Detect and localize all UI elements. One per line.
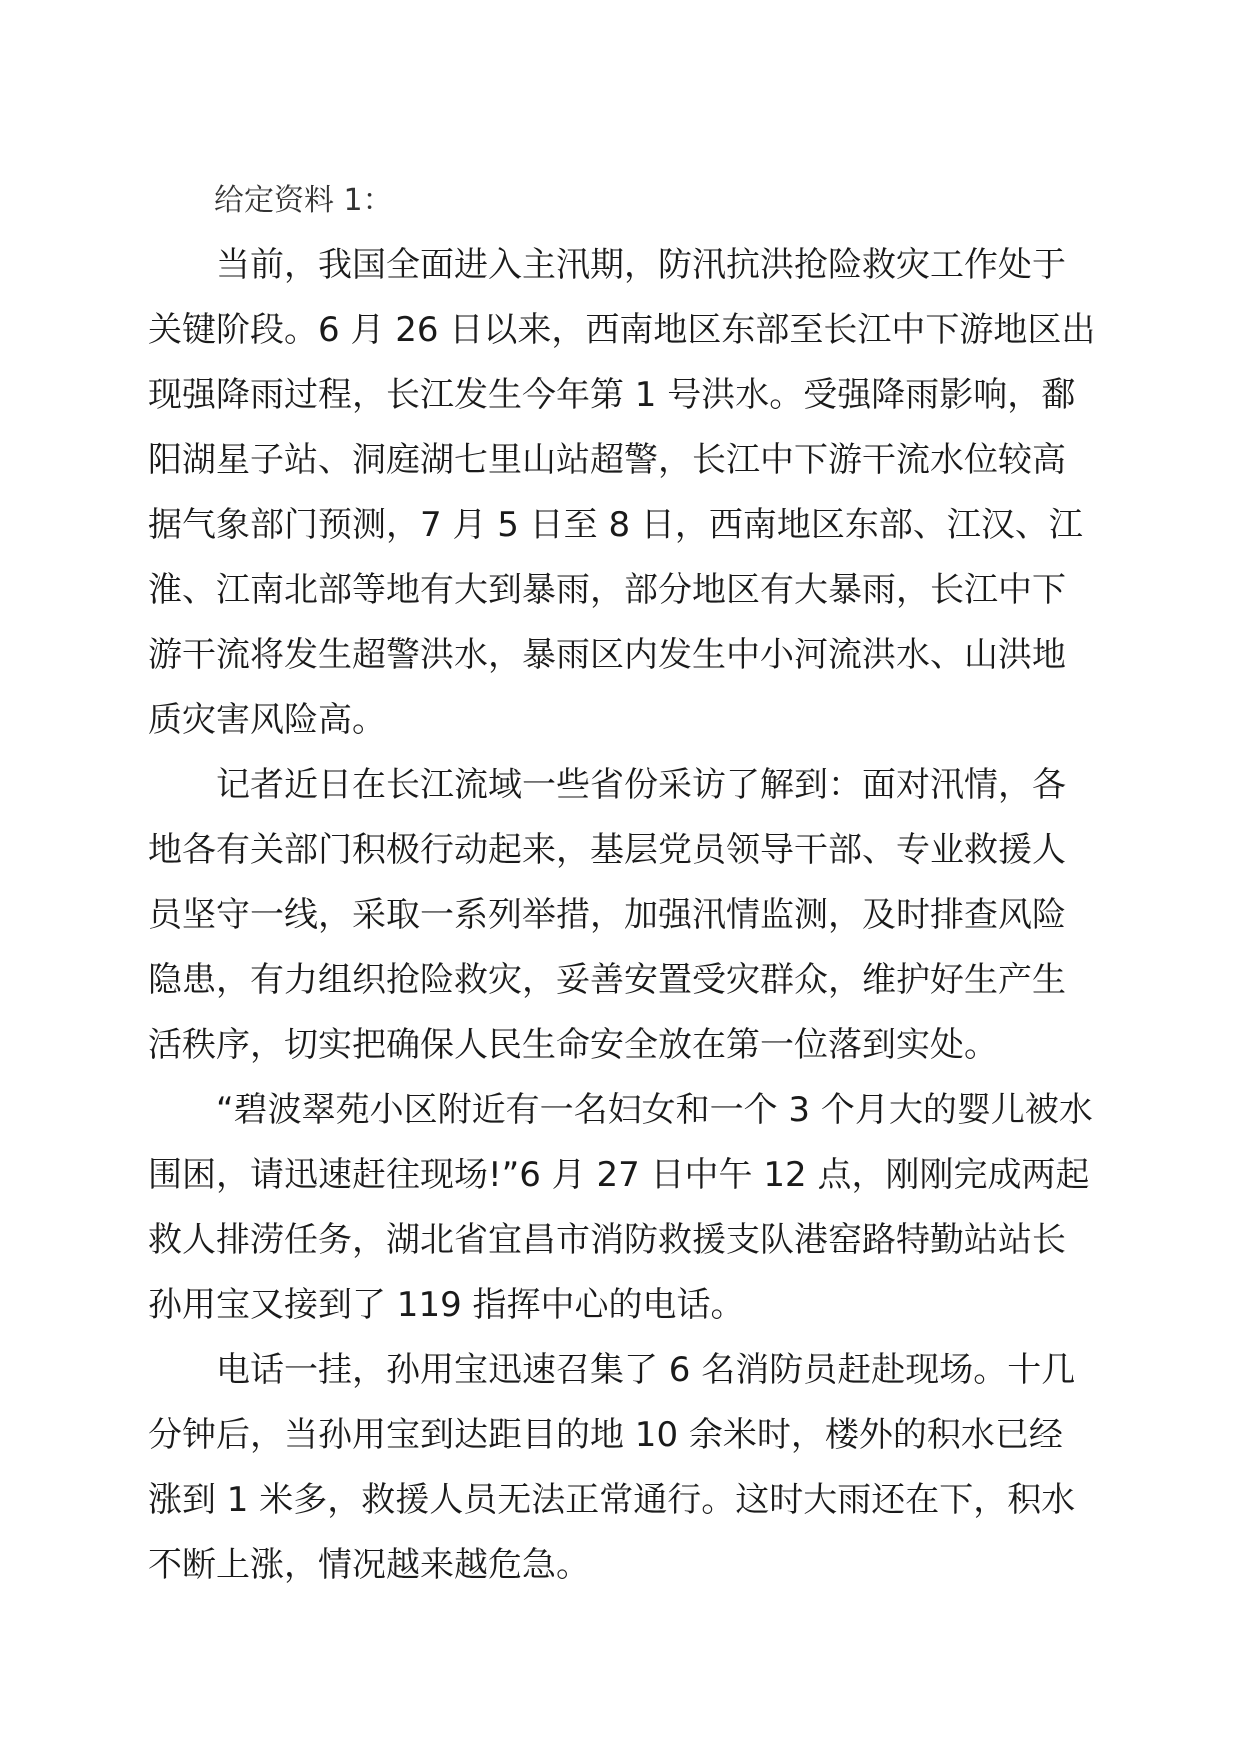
paragraph-line: 地各有关部门积极行动起来，基层党员领导干部、专业救援人 bbox=[148, 830, 1066, 870]
document-body bbox=[148, 233, 1096, 1598]
material-heading: 给定资料 1： bbox=[214, 183, 393, 218]
paragraph-line: 关键阶段。6 月 26 日以来，西南地区东部至长江中下游地区出 bbox=[148, 310, 1096, 350]
paragraph-line: “碧波翠苑小区附近有一名妇女和一个 3 个月大的婴儿被水 bbox=[216, 1090, 1093, 1130]
paragraph-line: 围困，请迅速赶往现场!”6 月 27 日中午 12 点，刚刚完成两起 bbox=[148, 1155, 1090, 1195]
paragraph-line: 不断上涨，情况越来越危急。 bbox=[148, 1545, 590, 1585]
paragraph-line: 活秩序，切实把确保人民生命安全放在第一位落到实处。 bbox=[148, 1025, 998, 1065]
paragraph-line: 涨到 1 米多，救援人员无法正常通行。这时大雨还在下，积水 bbox=[148, 1480, 1076, 1520]
body-paragraph bbox=[148, 1338, 1092, 1598]
paragraph-line: 分钟后，当孙用宝到达距目的地 10 余米时，楼外的积水已经 bbox=[148, 1415, 1063, 1455]
paragraph-line: 阳湖星子站、洞庭湖七里山站超警，长江中下游干流水位较高 bbox=[148, 440, 1066, 480]
paragraph-line: 当前，我国全面进入主汛期，防汛抗洪抢险救灾工作处于 bbox=[216, 245, 1066, 285]
paragraph-line: 质灾害风险高。 bbox=[148, 700, 386, 740]
paragraph-line: 记者近日在长江流域一些省份采访了解到：面对汛情，各 bbox=[216, 765, 1066, 805]
paragraph-line: 淮、江南北部等地有大到暴雨，部分地区有大暴雨，长江中下 bbox=[148, 570, 1066, 610]
paragraph-line: 孙用宝又接到了 119 指挥中心的电话。 bbox=[148, 1285, 745, 1325]
paragraph-line: 现强降雨过程，长江发生今年第 1 号洪水。受强降雨影响，鄱 bbox=[148, 375, 1076, 415]
paragraph-line: 电话一挂，孙用宝迅速召集了 6 名消防员赶赴现场。十几 bbox=[216, 1350, 1076, 1390]
body-paragraph bbox=[148, 233, 1096, 753]
body-paragraph bbox=[148, 1078, 1092, 1338]
body-paragraph bbox=[148, 753, 1092, 1078]
paragraph-line: 救人排涝任务，湖北省宜昌市消防救援支队港窑路特勤站站长 bbox=[148, 1220, 1066, 1260]
paragraph-line: 隐患，有力组织抢险救灾，妥善安置受灾群众，维护好生产生 bbox=[148, 960, 1066, 1000]
paragraph-line: 员坚守一线，采取一系列举措，加强汛情监测，及时排查风险 bbox=[148, 895, 1066, 935]
paragraph-line: 游干流将发生超警洪水，暴雨区内发生中小河流洪水、山洪地 bbox=[148, 635, 1066, 675]
paragraph-line: 据气象部门预测，7 月 5 日至 8 日，西南地区东部、江汉、江 bbox=[148, 505, 1083, 545]
document-page bbox=[148, 168, 1096, 1598]
